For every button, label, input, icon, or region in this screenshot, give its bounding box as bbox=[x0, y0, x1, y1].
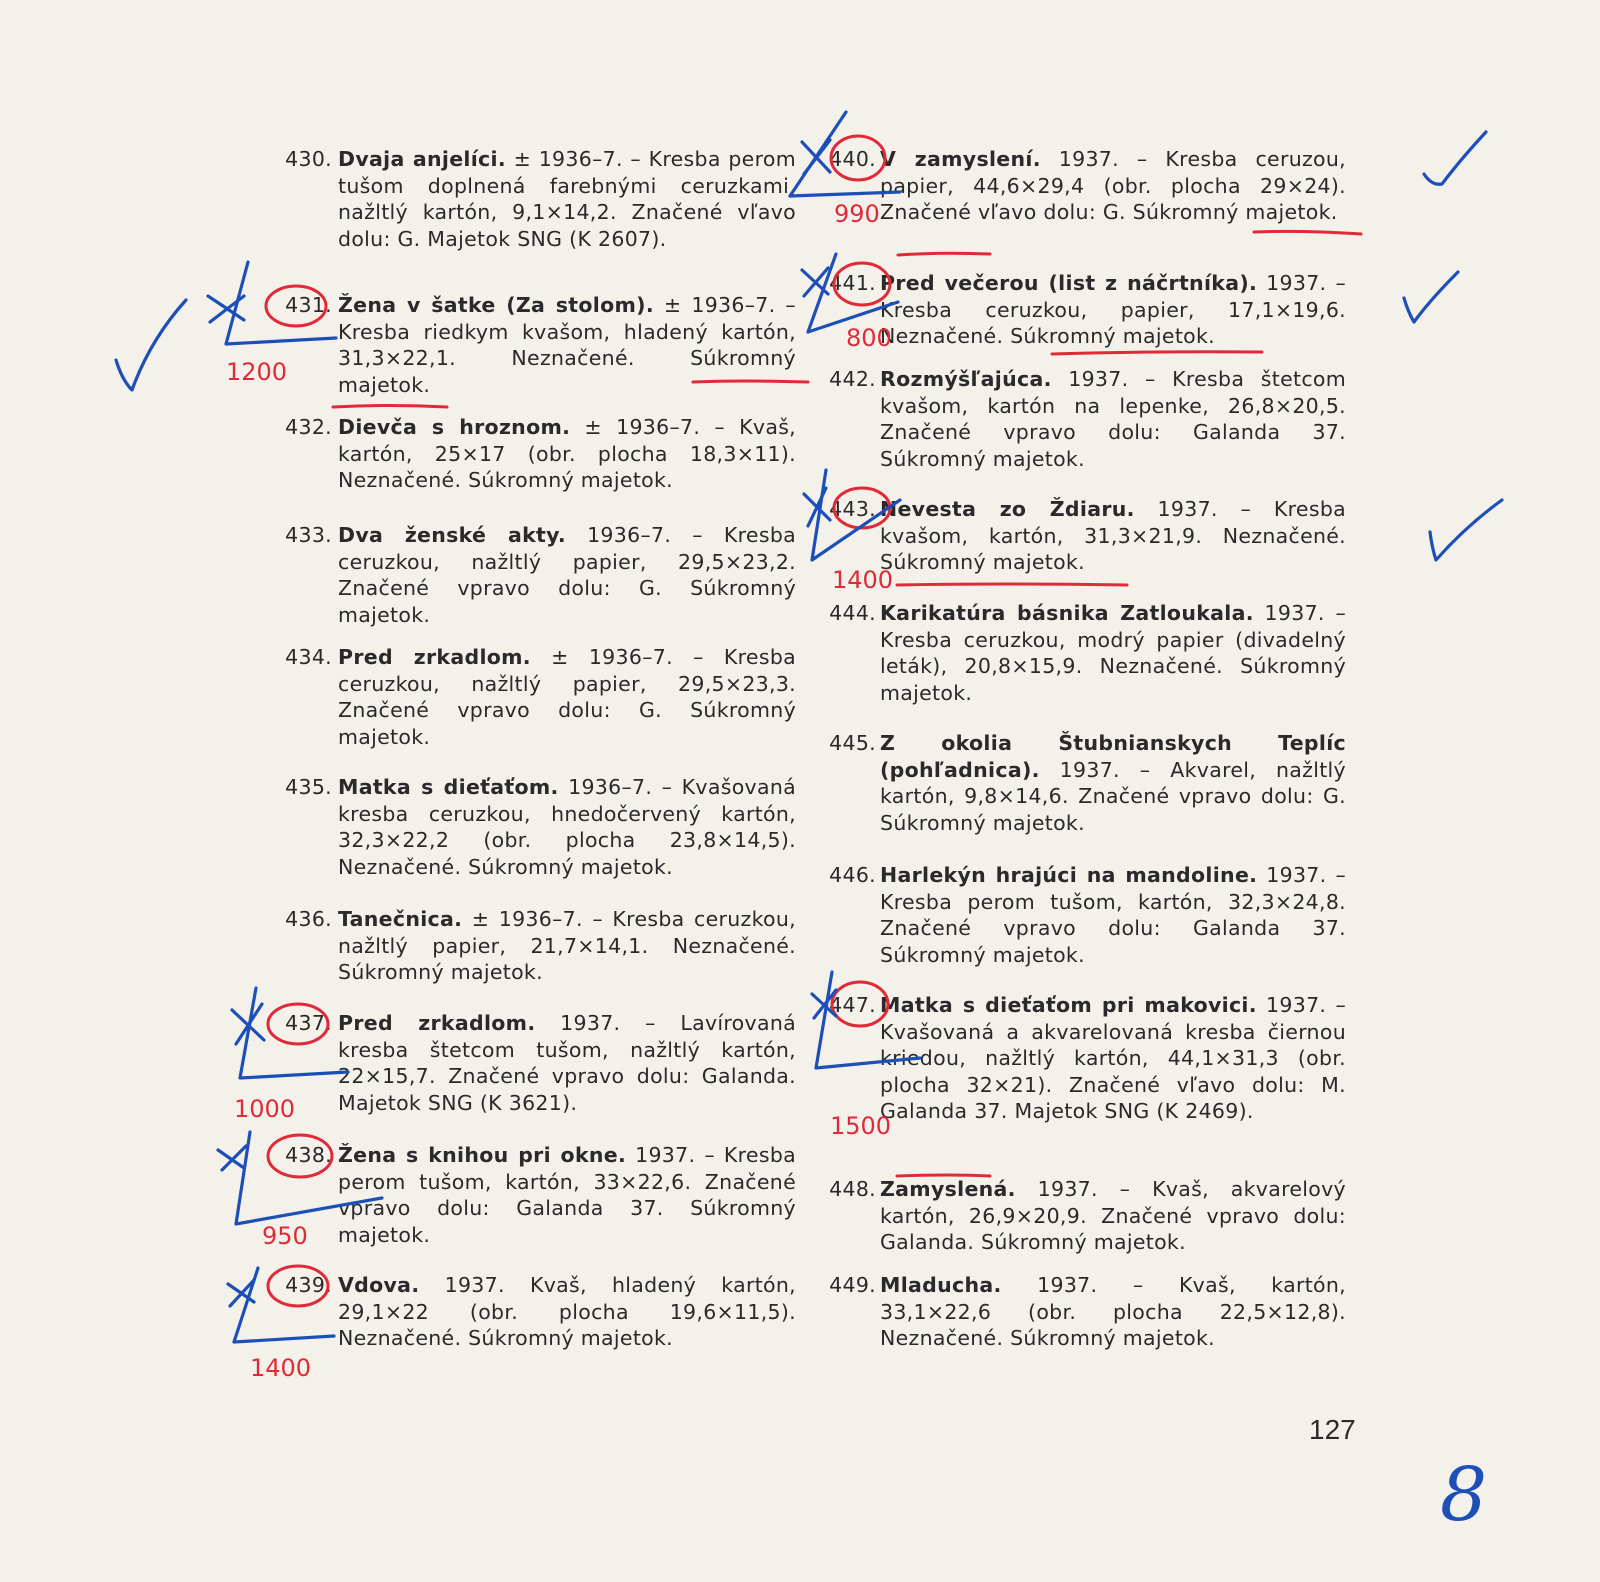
entry-text: 1937. – Kvašovaná a akvarelovaná kresba čiernou kriedou, nažltlý kartón, 44,1×31,3 (obr. plocha 32×21). Značené vľavo dolu: M. Galanda 37. Majetok SNG (K 2469). bbox=[880, 993, 1347, 1124]
entry-text: 1937. – Kresba perom tušom, kartón, 32,3×24,8. Značené vpravo dolu: Galanda 37. Súkromný majetok. bbox=[880, 863, 1346, 967]
check-mark bbox=[1404, 272, 1458, 322]
entry-number: 439. bbox=[285, 1273, 332, 1297]
entry-text: 1937. Kvaš, hladený kartón, 29,1×22 (obr. plocha 19,6×11,5). Neznačené. Súkromný majetok. bbox=[338, 1273, 796, 1351]
underline-mark bbox=[897, 584, 1127, 585]
blue-x-mark bbox=[802, 268, 828, 296]
underline-mark bbox=[1254, 231, 1361, 234]
underline-mark bbox=[898, 253, 990, 255]
entry-number: 442. bbox=[829, 367, 876, 391]
entry-text: 1937. – Lavírovaná kresba štetcom tušom, nažltlý kartón, 22×15,7. Značené vpravo dolu: Galanda. Majetok SNG (K 3621). bbox=[338, 1011, 796, 1115]
entry-text: 1937. – Kresba perom tušom, kartón, 33×22,6. Značené vpravo dolu: Galanda 37. Súkromný majetok. bbox=[338, 1143, 796, 1247]
entry-number: 431. bbox=[285, 293, 332, 317]
entry-title: Harlekýn hrajúci na mandoline. bbox=[880, 863, 1258, 887]
entry-text: ± 1936–7. – Kresba perom tušom doplnená farebnými ceruzkami, nažltlý kartón, 9,1×14,2. Značené vľavo dolu: G. Majetok SNG (K 2607). bbox=[338, 147, 796, 251]
blue-x-mark bbox=[208, 296, 244, 322]
entry-number: 440. bbox=[829, 147, 876, 171]
entry-text: 1937. – Akvarel, nažltlý kartón, 9,8×14,6. Značené vpravo dolu: G. Súkromný majetok. bbox=[880, 757, 1346, 835]
check-mark bbox=[116, 300, 186, 390]
entry-title: Rozmýšľajúca. bbox=[880, 367, 1052, 391]
entry-number: 434. bbox=[285, 645, 332, 669]
entry-text: ± 1936–7. – Kresba ceruzkou, nažltlý papier, 21,7×14,1. Neznačené. Súkromný majetok. bbox=[338, 907, 796, 985]
entry-number: 437. bbox=[285, 1011, 332, 1035]
check-mark bbox=[1430, 500, 1502, 560]
entry-title: Dvaja anjelíci. bbox=[338, 147, 506, 171]
entry-title: Matka s dieťaťom pri makovici. bbox=[880, 993, 1257, 1017]
entry-number: 447. bbox=[829, 993, 876, 1017]
entry-text: 1937. – Kresba ceruzou, papier, 44,6×29,4 (obr. plocha 29×24). Značené vľavo dolu: G. Súkromný majetok. bbox=[880, 147, 1347, 225]
entry-title: V zamyslení. bbox=[880, 147, 1041, 171]
entry-title: Pred zrkadlom. bbox=[338, 645, 531, 669]
blue-x-mark bbox=[232, 1004, 264, 1044]
entry-text: 1937. – Kvaš, akvarelový kartón, 26,9×20,9. Značené vpravo dolu: Galanda. Súkromný majetok. bbox=[880, 1177, 1346, 1255]
entry-text: ± 1936–7. – Kresba riedkym kvašom, hladený kartón, 31,3×22,1. Neznačené. Súkromný majetok. bbox=[338, 293, 796, 397]
entry-title: Žena v šatke (Za stolom). bbox=[338, 293, 654, 317]
entry-number: 446. bbox=[829, 863, 876, 887]
underline-mark bbox=[1052, 352, 1262, 354]
entry-title: Žena s knihou pri okne. bbox=[338, 1143, 627, 1167]
handwritten-price: 950 bbox=[262, 1222, 308, 1250]
entry-number: 430. bbox=[285, 147, 332, 171]
entry-text: 1937. – Kvaš, kartón, 33,1×22,6 (obr. plocha 22,5×12,8). Neznačené. Súkromný majetok. bbox=[880, 1273, 1346, 1351]
entry-text: 1936–7. – Kvašovaná kresba ceruzkou, hnedočervený kartón, 32,3×22,2 (obr. plocha 23,8×14,5). Neznačené. Súkromný majetok. bbox=[338, 775, 796, 879]
page-number: 127 bbox=[1309, 1414, 1356, 1445]
check-mark bbox=[1424, 132, 1486, 184]
entry-number: 432. bbox=[285, 415, 332, 439]
handwritten-price: 1400 bbox=[832, 566, 894, 594]
handwritten-price: 1500 bbox=[830, 1112, 892, 1140]
entry-title: Pred zrkadlom. bbox=[338, 1011, 536, 1035]
entry-text: ± 1936–7. – Kvaš, kartón, 25×17 (obr. plocha 18,3×11). Neznačené. Súkromný majetok. bbox=[338, 415, 796, 493]
entry-text: 1937. – Kresba ceruzkou, modrý papier (divadelný leták), 20,8×15,9. Neznačené. Súkromný majetok. bbox=[880, 601, 1346, 705]
handwritten-price: 1000 bbox=[234, 1095, 296, 1123]
entry-title: Dievča s hroznom. bbox=[338, 415, 571, 439]
underline-mark bbox=[333, 406, 447, 408]
entry-number: 449. bbox=[829, 1273, 876, 1297]
blue-x-mark bbox=[228, 1280, 254, 1306]
entry-text: 1937. – Kresba ceruzkou, papier, 17,1×19,6. Neznačené. Súkromný majetok. bbox=[880, 271, 1347, 349]
entry-text: 1937. – Kresba štetcom kvašom, kartón na lepenke, 26,8×20,5. Značené vpravo dolu: Galanda 37. Súkromný majetok. bbox=[880, 367, 1346, 471]
entry-number: 444. bbox=[829, 601, 876, 625]
handwritten-price: 800 bbox=[846, 324, 892, 352]
entry-title: Mladucha. bbox=[880, 1273, 1002, 1297]
entry-number: 435. bbox=[285, 775, 332, 799]
entry-title: Nevesta zo Ždiaru. bbox=[880, 497, 1135, 521]
entry-title: Zamyslená. bbox=[880, 1177, 1016, 1201]
entry-title: Matka s dieťaťom. bbox=[338, 775, 559, 799]
handwritten-price: 1400 bbox=[250, 1354, 312, 1382]
entry-title: Vdova. bbox=[338, 1273, 420, 1297]
entry-title: Karikatúra básnika Zatloukala. bbox=[880, 601, 1254, 625]
entry-number: 441. bbox=[829, 271, 876, 295]
entry-number: 436. bbox=[285, 907, 332, 931]
handwritten-corner-mark: 8 bbox=[1440, 1452, 1488, 1538]
entry-text: 1936–7. – Kresba ceruzkou, nažltlý papier, 29,5×23,2. Značené vpravo dolu: G. Súkromný majetok. bbox=[338, 523, 796, 627]
entry-number: 445. bbox=[829, 731, 876, 755]
entry-number: 448. bbox=[829, 1177, 876, 1201]
entry-title: Pred večerou (list z náčrtníka). bbox=[880, 271, 1258, 295]
entry-text: ± 1936–7. – Kresba ceruzkou, nažltlý papier, 29,5×23,3. Značené vpravo dolu: G. Súkromný majetok. bbox=[338, 645, 796, 749]
entry-title: Dva ženské akty. bbox=[338, 523, 566, 547]
entry-number: 438. bbox=[285, 1143, 332, 1167]
handwritten-price: 990 bbox=[834, 200, 880, 228]
entry-number: 433. bbox=[285, 523, 332, 547]
blue-x-mark bbox=[218, 1146, 246, 1170]
entry-text: 1937. – Kresba kvašom, kartón, 31,3×21,9. Neznačené. Súkromný majetok. bbox=[880, 497, 1346, 575]
entry-number: 443. bbox=[829, 497, 876, 521]
entry-title: Z okolia Štubnianskych Teplíc (pohľadnica). bbox=[880, 731, 1346, 782]
entry-title: Tanečnica. bbox=[338, 907, 463, 931]
handwritten-price: 1200 bbox=[226, 358, 288, 386]
